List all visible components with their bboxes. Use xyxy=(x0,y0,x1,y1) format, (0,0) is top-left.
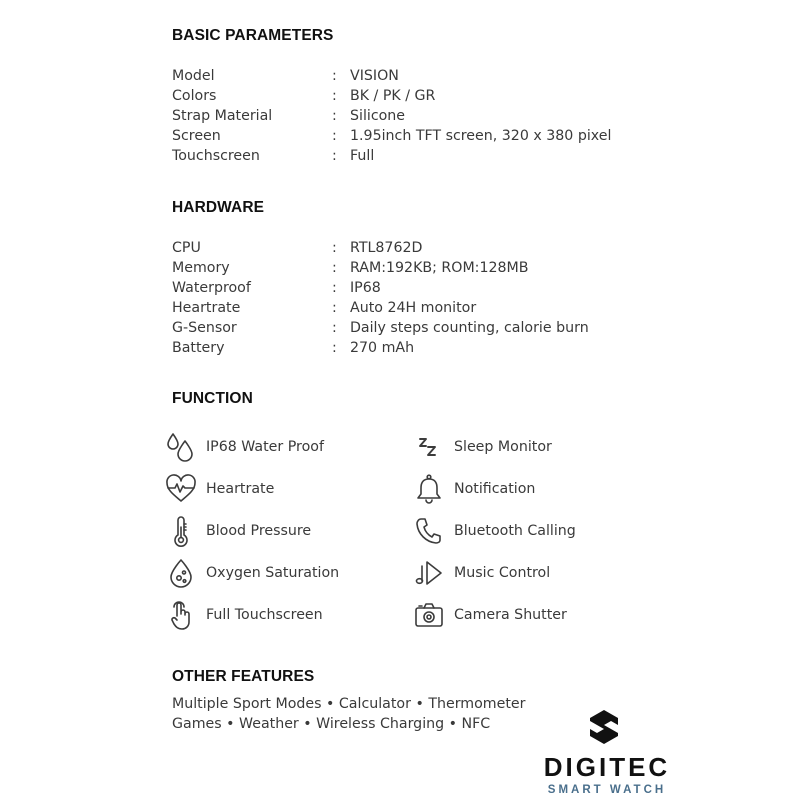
bell-icon xyxy=(412,471,446,507)
phone-icon xyxy=(412,513,446,549)
spec-value: IP68 xyxy=(350,280,381,296)
spec-colon: : xyxy=(332,108,337,124)
touch-hand-icon xyxy=(164,597,198,633)
function-heading: FUNCTION xyxy=(172,390,253,407)
spec-colon: : xyxy=(332,128,337,144)
feature-label: Full Touchscreen xyxy=(206,607,323,623)
feature-label: Sleep Monitor xyxy=(454,439,552,455)
music-play-icon xyxy=(412,555,446,591)
other-features-line-1: Multiple Sport Modes • Calculator • Thermometer xyxy=(172,696,526,712)
other-features-text xyxy=(172,694,525,734)
feature-sleep-monitor xyxy=(412,426,552,468)
spec-row-strap-material xyxy=(172,106,772,126)
spec-value: VISION xyxy=(350,68,399,84)
feature-label: Bluetooth Calling xyxy=(454,523,576,539)
heart-pulse-icon xyxy=(164,471,198,507)
spec-colon: : xyxy=(332,260,337,276)
feature-label: Oxygen Saturation xyxy=(206,565,340,581)
spec-label: Waterproof xyxy=(172,280,251,296)
spec-colon: : xyxy=(332,300,337,316)
brand-name: DIGITEC xyxy=(543,752,671,782)
spec-label: Screen xyxy=(172,128,221,144)
feature-label: IP68 Water Proof xyxy=(206,439,324,455)
spec-row-battery xyxy=(172,338,772,358)
spec-label: G-Sensor xyxy=(172,320,237,336)
spec-value: Full xyxy=(350,148,375,164)
feature-label: Notification xyxy=(454,481,536,497)
spec-value: BK / PK / GR xyxy=(350,88,436,104)
spec-value: Silicone xyxy=(350,108,406,124)
hardware-list xyxy=(172,238,772,358)
feature-label: Blood Pressure xyxy=(206,523,312,539)
hardware-heading: HARDWARE xyxy=(172,199,265,216)
sleep-zz-icon xyxy=(412,429,446,465)
spec-row-g-sensor xyxy=(172,318,772,338)
water-drops-icon xyxy=(164,429,198,465)
spec-row-memory xyxy=(172,258,772,278)
feature-camera-shutter xyxy=(412,594,567,636)
spec-row-colors xyxy=(172,86,772,106)
feature-label: Heartrate xyxy=(206,481,275,497)
feature-bluetooth-calling xyxy=(412,510,576,552)
spec-colon: : xyxy=(332,340,337,356)
brand-block xyxy=(527,708,687,798)
digitec-logo-icon xyxy=(587,708,621,746)
spec-colon: : xyxy=(332,148,337,164)
spec-label: Memory xyxy=(172,260,230,276)
basic-parameters-list xyxy=(172,66,772,166)
thermometer-icon xyxy=(164,513,198,549)
spec-row-cpu xyxy=(172,238,772,258)
feature-label: Camera Shutter xyxy=(454,607,567,623)
camera-icon xyxy=(412,597,446,633)
spec-colon: : xyxy=(332,88,337,104)
spec-row-screen xyxy=(172,126,772,146)
spec-row-waterproof xyxy=(172,278,772,298)
oxygen-drop-icon xyxy=(164,555,198,591)
other-features-line-2: Games • Weather • Wireless Charging • NFC xyxy=(172,716,491,732)
spec-row-model xyxy=(172,66,772,86)
other-features-heading: OTHER FEATURES xyxy=(172,668,315,685)
spec-colon: : xyxy=(332,280,337,296)
spec-value: 1.95inch TFT screen, 320 x 380 pixel xyxy=(350,128,612,144)
spec-value: 270 mAh xyxy=(350,340,415,356)
spec-value: RTL8762D xyxy=(350,240,423,256)
spec-colon: : xyxy=(332,68,337,84)
feature-oxygen-saturation xyxy=(164,552,339,594)
spec-label: Battery xyxy=(172,340,225,356)
feature-blood-pressure xyxy=(164,510,311,552)
spec-row-touchscreen xyxy=(172,146,772,166)
feature-water-proof xyxy=(164,426,324,468)
basic-parameters-heading: BASIC PARAMETERS xyxy=(172,27,334,44)
brand-tagline: SMART WATCH xyxy=(547,784,667,796)
feature-full-touchscreen xyxy=(164,594,323,636)
spec-label: CPU xyxy=(172,240,201,256)
spec-value: RAM:192KB; ROM:128MB xyxy=(350,260,529,276)
function-grid xyxy=(164,426,664,642)
feature-heartrate xyxy=(164,468,274,510)
spec-value: Daily steps counting, calorie burn xyxy=(350,320,589,336)
feature-notification xyxy=(412,468,535,510)
spec-label: Strap Material xyxy=(172,108,273,124)
spec-colon: : xyxy=(332,240,337,256)
spec-label: Touchscreen xyxy=(172,148,260,164)
feature-music-control xyxy=(412,552,550,594)
spec-row-heartrate xyxy=(172,298,772,318)
feature-label: Music Control xyxy=(454,565,551,581)
spec-label: Model xyxy=(172,68,215,84)
spec-value: Auto 24H monitor xyxy=(350,300,477,316)
spec-label: Colors xyxy=(172,88,217,104)
spec-colon: : xyxy=(332,320,337,336)
spec-label: Heartrate xyxy=(172,300,241,316)
